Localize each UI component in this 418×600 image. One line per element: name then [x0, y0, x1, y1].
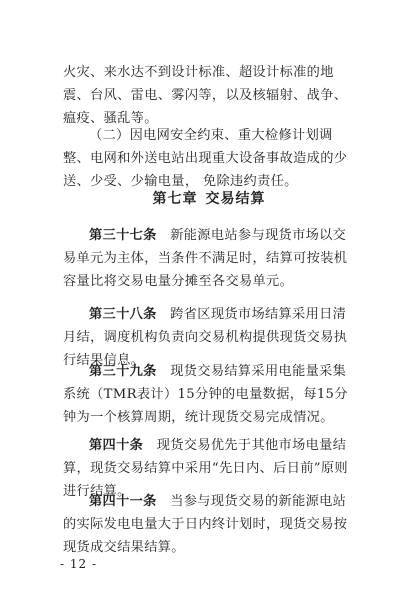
article-39	[63, 360, 358, 429]
page-number: - 12 -	[60, 557, 98, 571]
article-label: 第三十八条	[89, 307, 157, 322]
chapter-title: 交易结算	[205, 191, 266, 207]
article-label: 第四十条	[89, 438, 144, 453]
paragraph-force-majeure-continued	[63, 61, 358, 130]
chapter-number: 第七章	[152, 191, 198, 207]
article-text: 现货交易结算采用电能量采集系统（TMR表计）15分钟的电量数据，每15分钟为一个核算周期，统计现货交易完成情况。	[63, 364, 348, 425]
article-label: 第三十七条	[89, 228, 157, 243]
paragraph-text: 火灾、来水达不到设计标准、超设计标准的地震、台风、雷电、雾闪等，以及核辐射、战争、瘟疫、骚乱等。	[63, 65, 348, 126]
article-label: 第三十九条	[89, 364, 157, 379]
paragraph-text: （二）因电网安全约束、重大检修计划调整、电网和外送电站出现重大设备事故造成的少送、少受、少输电量， 免除违约责任。	[63, 128, 348, 189]
article-text: 新能源电站参与现货市场以交易单元为主体，当条件不满足时，结算可按装机容量比将交易电量分摊至各交易单元。	[63, 228, 348, 289]
chapter-heading	[0, 188, 418, 210]
paragraph-liability-exemption	[63, 124, 358, 193]
article-label: 第四十一条	[89, 494, 157, 509]
article-text: 跨省区现货市场结算采用日清月结，调度机构负责向交易机构提供现货交易执行结果信息。	[63, 307, 348, 368]
article-41	[63, 490, 358, 559]
article-37	[63, 224, 358, 293]
article-text: 当参与现货交易的新能源电站的实际发电电量大于日内终计划时，现货交易按现货成交结果结算。	[63, 494, 348, 555]
article-text: 现货交易优先于其他市场电量结算，现货交易结算中采用“先日内、后日前”原则进行结算。	[63, 438, 348, 499]
